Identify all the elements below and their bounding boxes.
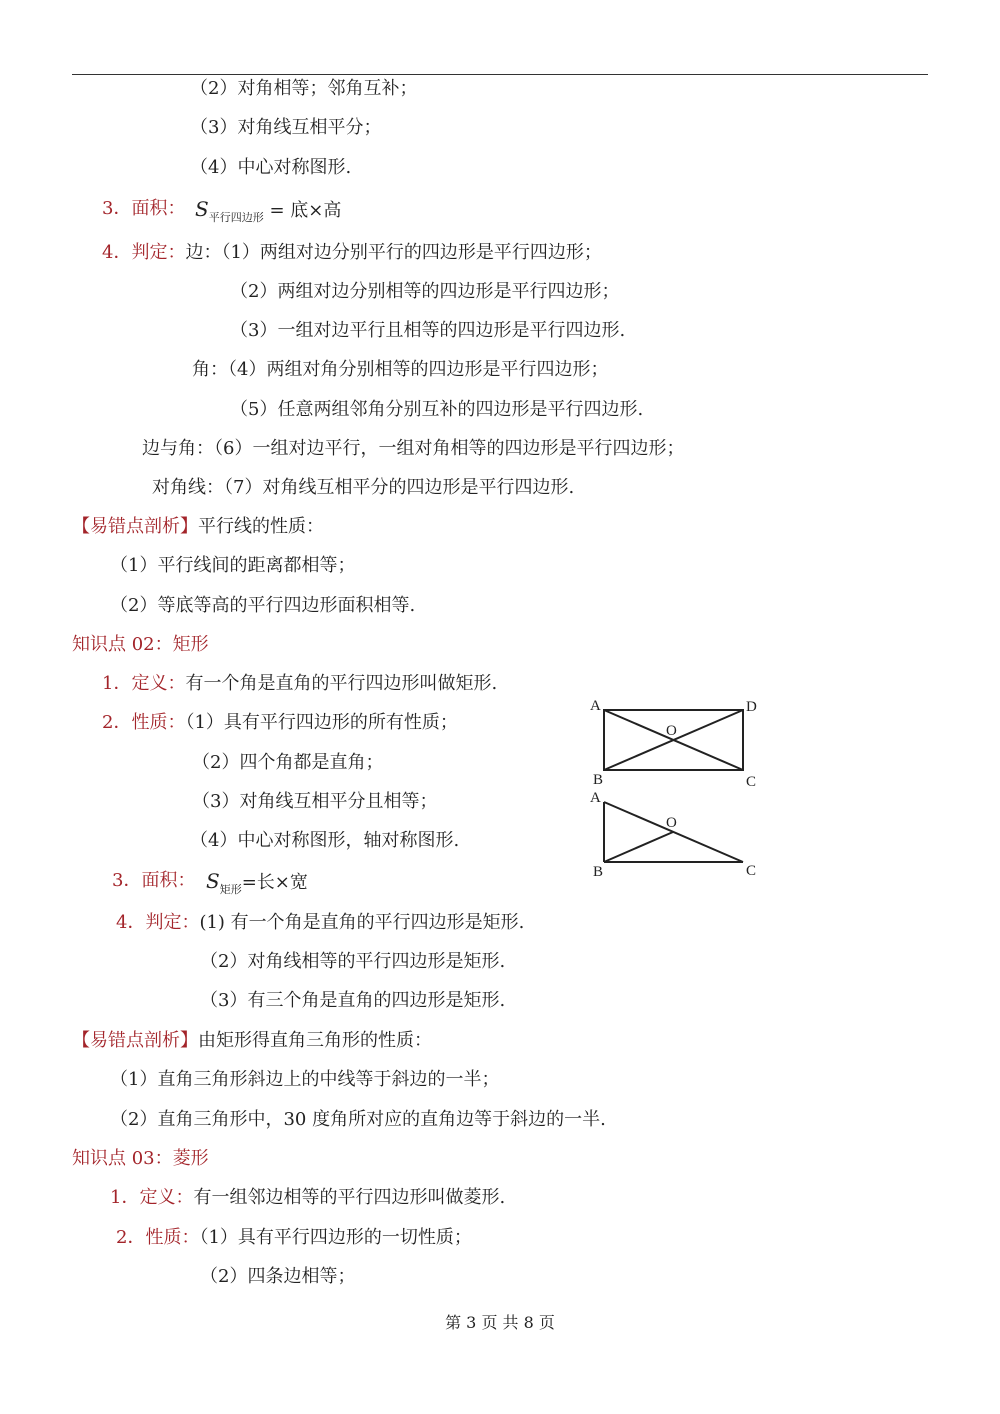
line-text: 边：（1）两组对边分别平行的四边形是平行四边形；: [185, 242, 602, 263]
line-label: 1．定义：: [110, 1187, 194, 1208]
line-label: 3．面积：: [112, 870, 196, 891]
label-a2: A: [590, 790, 601, 806]
line-text: （2）对角线相等的平行四边形是矩形.: [200, 951, 506, 972]
line-text: （5）任意两组邻角分别互补的四边形是平行四边形.: [230, 399, 644, 420]
label-o: O: [666, 723, 677, 739]
line-text: 角：（4）两组对角分别相等的四边形是平行四边形；: [192, 359, 609, 380]
line-text: 边与角：（6）一组对边平行，一组对角相等的四边形是平行四边形；: [142, 438, 685, 459]
formula-rhs: =长×宽: [241, 872, 308, 893]
page-footer: 第 3 页 共 8 页: [445, 1313, 555, 1332]
line-label: 4．判定：: [102, 242, 186, 263]
line-text: （3）对角线互相平分；: [190, 117, 382, 138]
line-text: （1）平行线间的距离都相等；: [110, 555, 356, 576]
line-label: 【易错点剖析】: [72, 1030, 198, 1051]
line-text: （1）具有平行四边形的一切性质；: [199, 1227, 472, 1248]
label-c2: C: [746, 863, 757, 879]
line-label: 知识点 03：菱形: [72, 1148, 209, 1169]
line-text: （4）中心对称图形.: [190, 157, 352, 178]
line-text: 由矩形得直角三角形的性质：: [198, 1030, 432, 1051]
median-bo: [604, 832, 673, 862]
line-text: 平行线的性质：: [198, 516, 324, 537]
label-a: A: [590, 698, 601, 714]
line-text: （3）一组对边平行且相等的四边形是平行四边形.: [230, 320, 626, 341]
line-text: （1）具有平行四边形的所有性质；: [185, 712, 458, 733]
line-text: (1) 有一个角是直角的平行四边形是矩形.: [199, 912, 525, 933]
line-text: 有一组邻边相等的平行四边形叫做菱形.: [193, 1187, 506, 1208]
line-text: （4）中心对称图形，轴对称图形.: [190, 830, 460, 851]
label-b: B: [593, 772, 604, 788]
formula-subscript: 矩形: [219, 883, 242, 896]
formula-symbol: S: [206, 869, 220, 893]
line-label: 3．面积：: [102, 198, 186, 219]
line-label: 【易错点剖析】: [72, 516, 198, 537]
line-text: （2）四个角都是直角；: [192, 752, 384, 773]
line-text: （3）有三个角是直角的四边形是矩形.: [200, 990, 506, 1011]
line-label: 4．判定：: [116, 912, 200, 933]
line-text: （2）两组对边分别相等的四边形是平行四边形；: [230, 281, 620, 302]
line-text: （2）四条边相等；: [200, 1266, 356, 1287]
label-o2: O: [666, 815, 677, 831]
line-text: （2）直角三角形中，30 度角所对应的直角边等于斜边的一半.: [110, 1109, 606, 1130]
line-label: 1．定义：: [102, 673, 186, 694]
line-text: （2）对角相等；邻角互补；: [190, 78, 418, 99]
formula-symbol: S: [195, 197, 209, 221]
label-b2: B: [593, 864, 604, 880]
line-text: （2）等底等高的平行四边形面积相等.: [110, 595, 416, 616]
line-label: 2．性质：: [102, 712, 186, 733]
formula-rhs: = 底×高: [269, 200, 342, 221]
line-text: （1）直角三角形斜边上的中线等于斜边的一半；: [110, 1069, 500, 1090]
formula-subscript: 平行四边形: [208, 211, 264, 224]
line-text: 有一个角是直角的平行四边形叫做矩形.: [185, 673, 498, 694]
label-c: C: [746, 774, 757, 790]
line-text: 对角线：（7）对角线互相平分的四边形是平行四边形.: [152, 477, 575, 498]
line-label: 2．性质：: [116, 1227, 200, 1248]
line-text: （3）对角线互相平分且相等；: [192, 791, 438, 812]
label-d: D: [746, 699, 757, 715]
line-label: 知识点 02：矩形: [72, 634, 209, 655]
